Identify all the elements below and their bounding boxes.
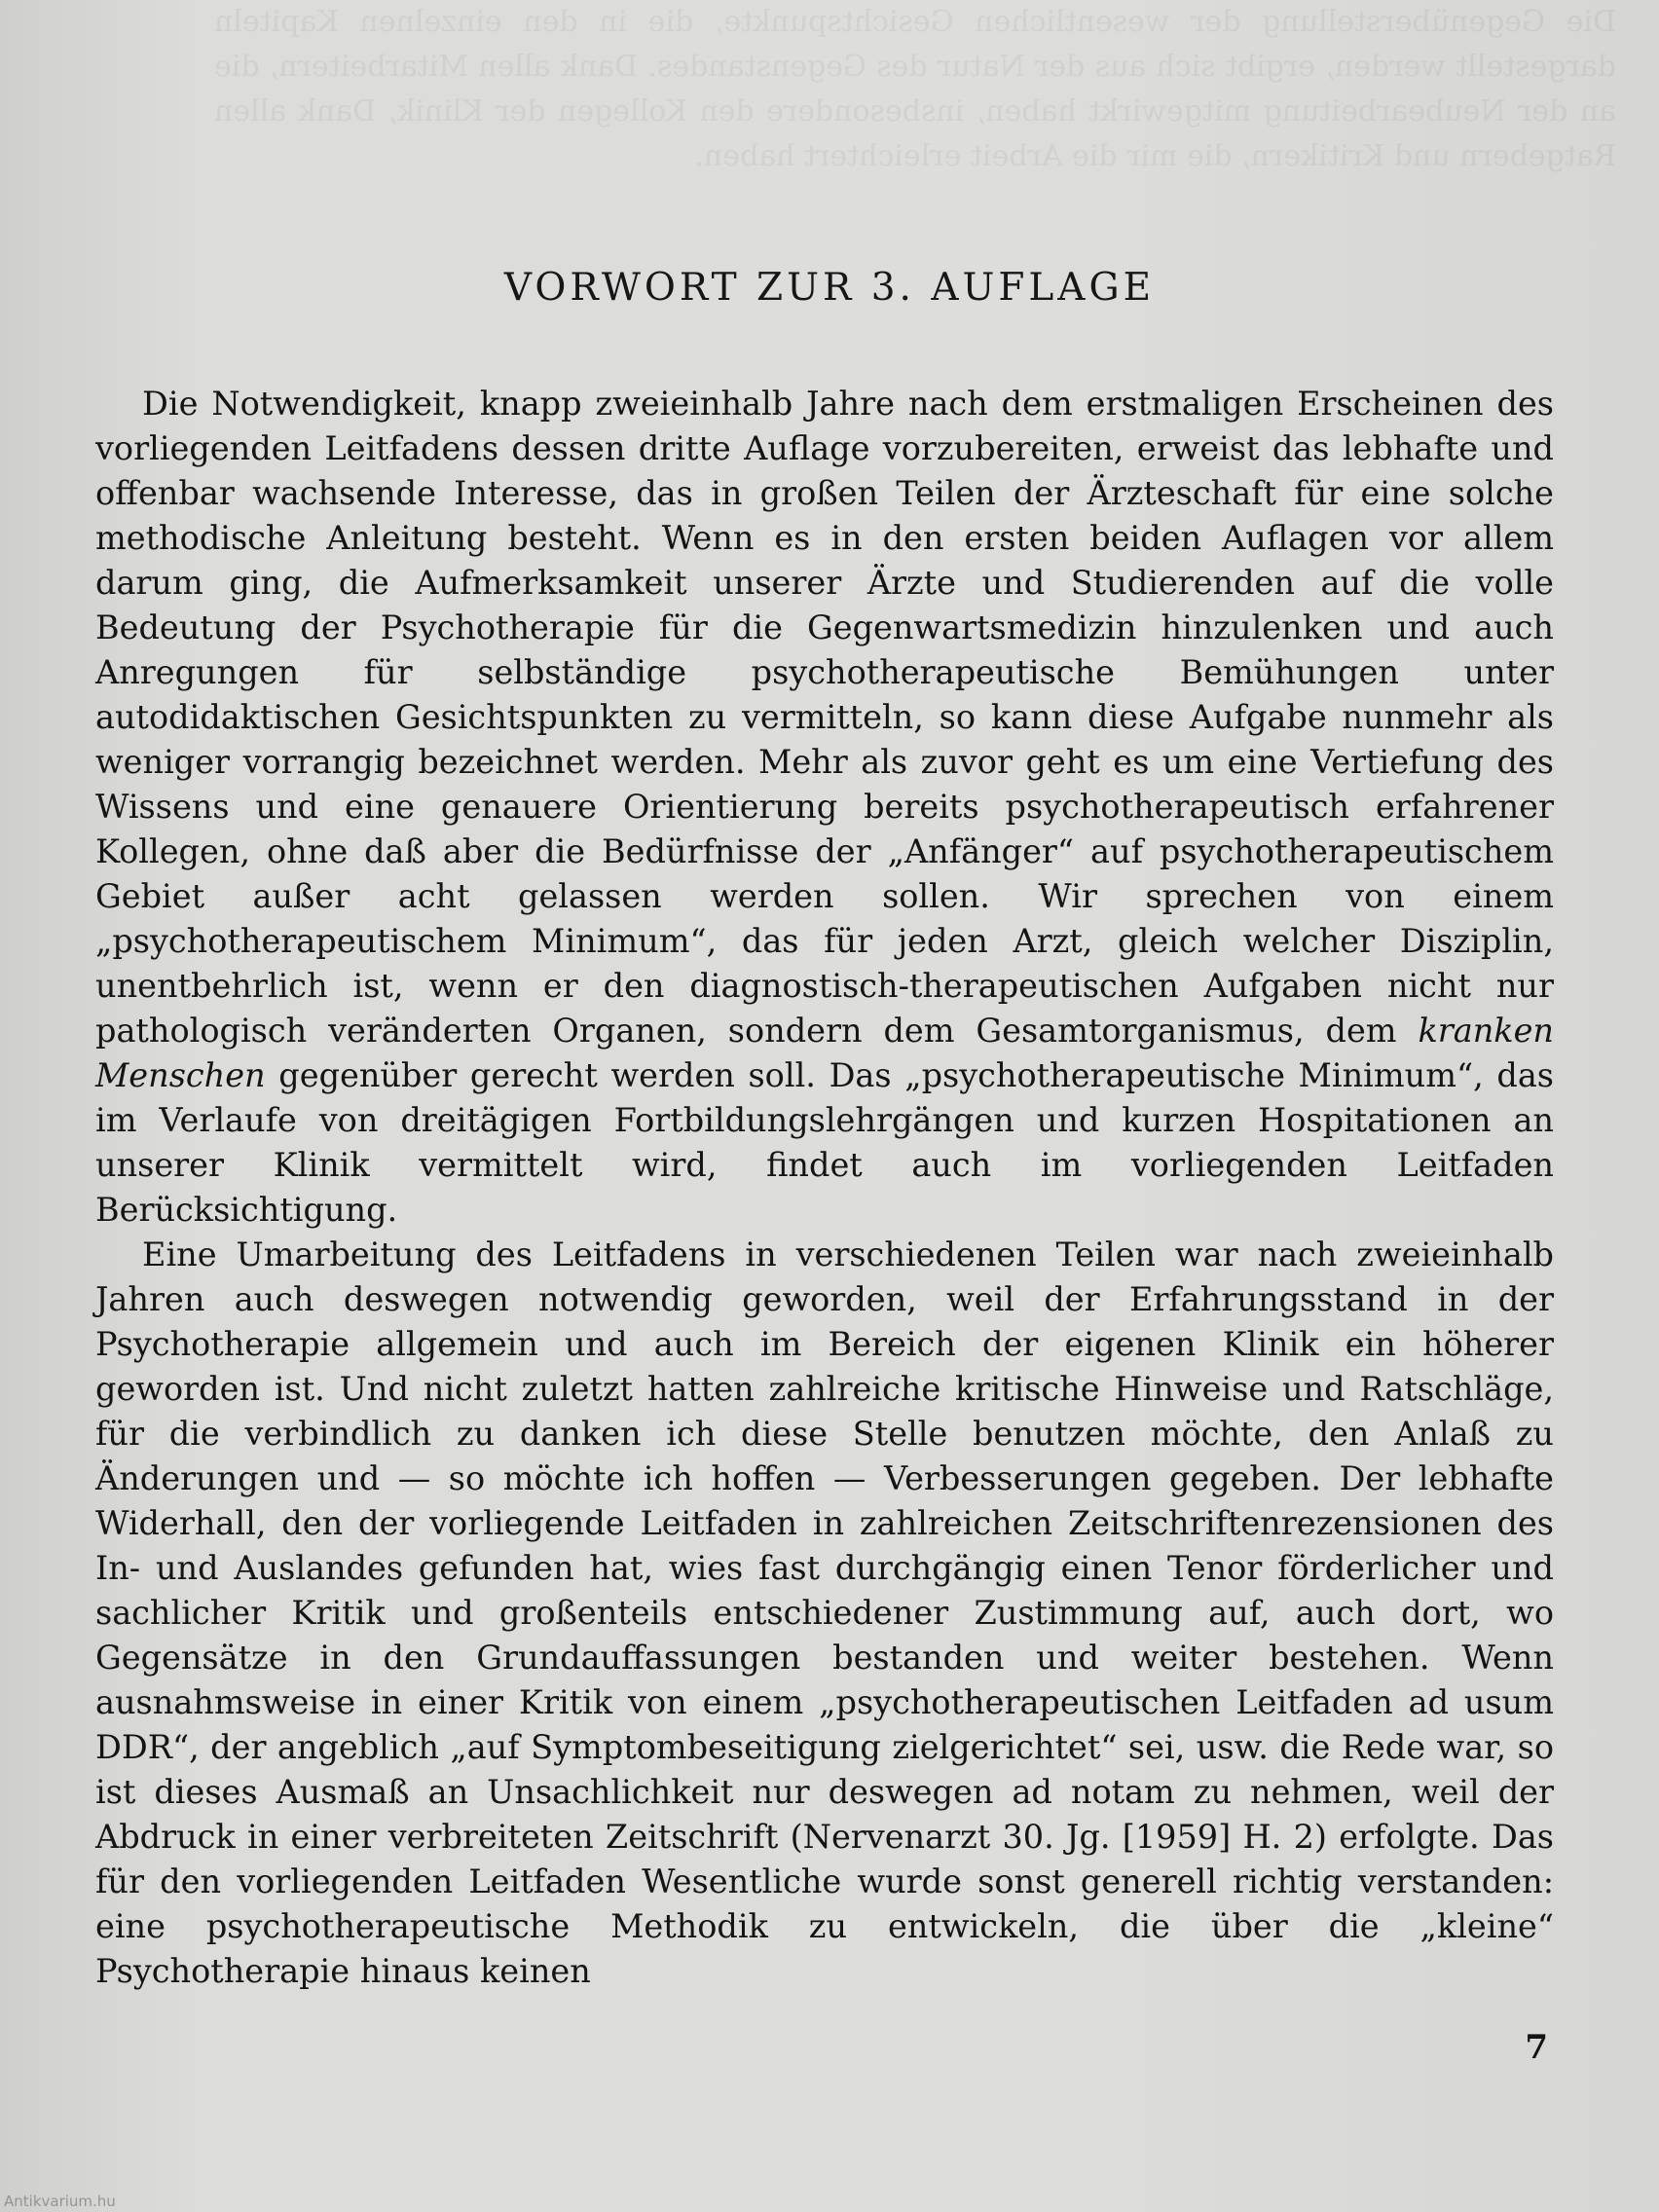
paragraph-1 — [95, 382, 1554, 1233]
paragraph-1-after-emphasis: gegenüber gerecht werden soll. Das „psychotherapeutische Minimum“, das im Verlaufe von dreitägigen Fortbildungslehrgängen und kurzen Hospitationen an unserer Klinik vermittelt wird, findet auch im vorliegenden Leitfaden Berücksichtigung. — [95, 1056, 1554, 1229]
emphasis-kranken-menschen: kranken Menschen — [95, 1012, 1554, 1094]
watermark: Antikvarium.hu — [4, 2193, 116, 2210]
bleed-through-text: Die Gegenüberstellung der wesentlichen Gesichtspunkte, die in den einzelnen Kapiteln dargestellt werden, ergibt sich aus der Natur des Gegenstandes. Dank allen Mitarbeitern, die an der Neubearbeitung mitgewirkt haben, insbesondere den Kollegen der Klinik, Dank allen Ratgebern und Kritikern, die mir die Arbeit erleichtert haben. — [214, 5, 1616, 173]
paragraph-1-before-emphasis: Die Notwendigkeit, knapp zweieinhalb Jahre nach dem erstmaligen Erscheinen des vorliegenden Leitfadens dessen dritte Auflage vorzubereiten, erweist das lebhafte und offenbar wachsende Interesse, das in großen Teilen der Ärzteschaft für eine solche methodische Anleitung besteht. Wenn es in den ersten beiden Auflagen vor allem darum ging, die Aufmerksamkeit unserer Ärzte und Studierenden auf die volle Bedeutung der Psychotherapie für die Gegenwartsmedizin hinzulenken und auch Anregungen für selbständige psychotherapeutische Bemühungen unter autodidaktischen Gesichtspunkten zu vermitteln, so kann diese Aufgabe nunmehr als weniger vorrangig bezeichnet werden. Mehr als zuvor geht es um eine Vertiefung des Wissens und eine genauere Orientierung bereits psychotherapeutisch erfahrener Kollegen, ohne daß aber die Bedürfnisse der „Anfänger“ auf psychotherapeutischem Gebiet außer acht gelassen werden sollen. Wir sprechen von einem „psychotherapeutischem Minimum“, das für jeden Arzt, gleich welcher Disziplin, unentbehrlich ist, wenn er den diagnostisch-therapeutischen Aufgaben nicht nur pathologisch veränderten Organen, sondern dem Gesamtorganismus, dem — [95, 385, 1554, 1050]
page-number: 7 — [1525, 2028, 1548, 2067]
body-text — [95, 382, 1554, 1994]
paragraph-2: Eine Umarbeitung des Leitfadens in verschiedenen Teilen war nach zweieinhalb Jahren auch deswegen notwendig geworden, weil der Erfahrungsstand in der Psychotherapie allgemein und auch im Bereich der eigenen Klinik ein höherer geworden ist. Und nicht zuletzt hatten zahlreiche kritische Hinweise und Ratschläge, für die verbindlich zu danken ich diese Stelle benutzen möchte, den Anlaß zu Änderungen und — so möchte ich hoffen — Verbesserungen gegeben. Der lebhafte Widerhall, den der vorliegende Leitfaden in zahlreichen Zeitschriftenrezensionen des In- und Auslandes gefunden hat, wies fast durchgängig einen Tenor förderlicher und sachlicher Kritik und großenteils entschiedener Zustimmung auf, auch dort, wo Gegensätze in den Grundauffassungen bestanden und weiter bestehen. Wenn ausnahmsweise in einer Kritik von einem „psychotherapeutischen Leitfaden ad usum DDR“, der angeblich „auf Symptombeseitigung zielgerichtet“ sei, usw. die Rede war, so ist dieses Ausmaß an Unsachlichkeit nur deswegen ad notam zu nehmen, weil der Abdruck in einer verbreiteten Zeitschrift (Nervenarzt 30. Jg. [1959] H. 2) erfolgte. Das für den vorliegenden Leitfaden Wesentliche wurde sonst generell richtig verstanden: eine psychotherapeutische Methodik zu entwickeln, die über die „kleine“ Psychotherapie hinaus keinen — [95, 1235, 1554, 1990]
page-title: VORWORT ZUR 3. AUFLAGE — [503, 266, 1156, 310]
